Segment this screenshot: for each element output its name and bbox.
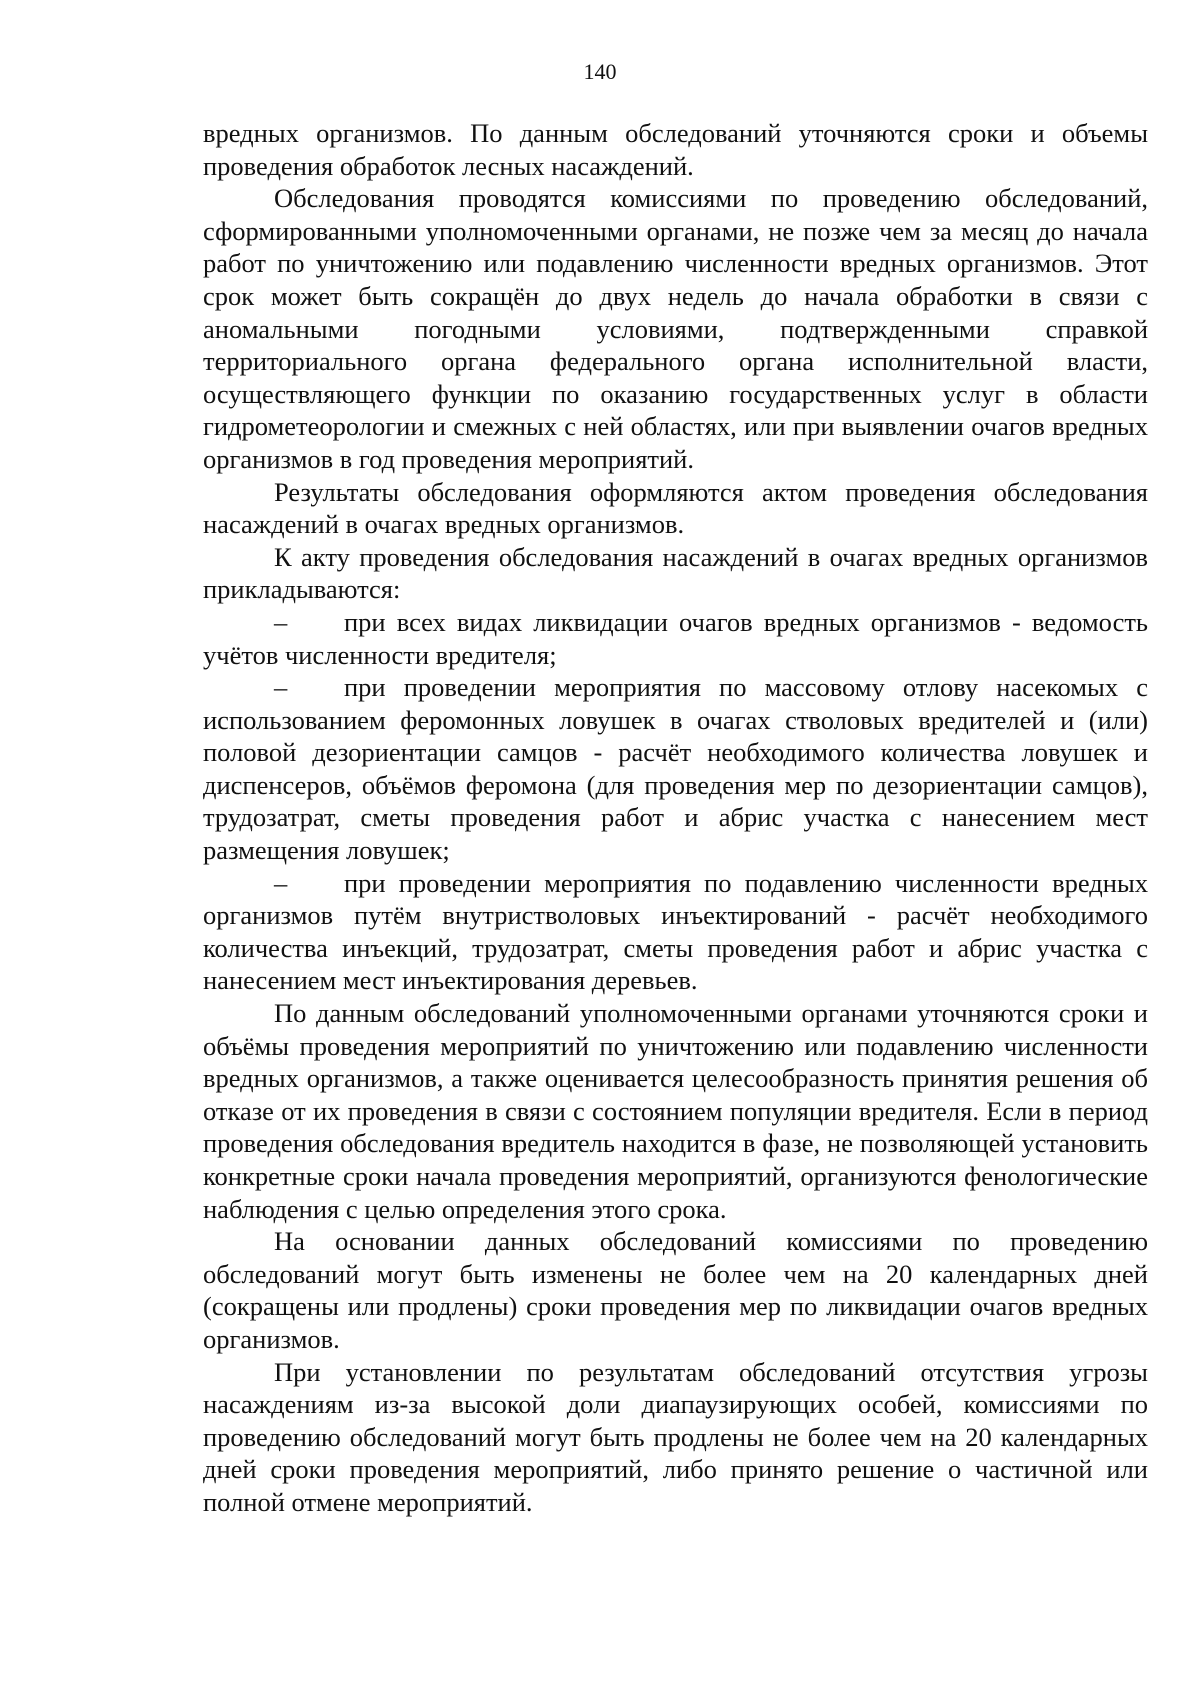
page-number: 140 xyxy=(583,59,617,84)
paragraph-cancellation: При установлении по результатам обследований отсутствия угрозы насаждениям из-за высокой доли диапаузирующих особей, комиссиями по проведению обследований могут быть продлены не более чем на 20 календарных дней сроки проведения мероприятий, либо принято решение о частичной или полной отмене мероприятий. xyxy=(203,1356,1148,1517)
list-item xyxy=(203,867,1148,997)
paragraph-continuation: вредных организмов. По данным обследований уточняются сроки и объемы проведения обработок лесных насаждений. xyxy=(203,118,1148,181)
paragraph-clarification: По данным обследований уполномоченными органами уточняются сроки и объёмы проведения мероприятий по уничтожению или подавлению численности вредных организмов, а также оценивается целесообразность принятия решения об отказе от их проведения в связи с состоянием популяции вредителя. Если в период проведения обследования вредитель находится в фазе, не позволяющей установить конкретные сроки начала проведения мероприятий, организуются фенологические наблюдения с целью определения этого срока. xyxy=(203,998,1148,1224)
list-dash: – xyxy=(274,867,288,898)
list-item-text: при проведении мероприятия по подавлению численности вредных организмов путём внутристволовых инъектирований - расчёт необходимого количества инъекций, трудозатрат, сметы проведения работ и абрис участка с нанесением мест инъектирования деревьев. xyxy=(203,867,1148,996)
list-item xyxy=(203,671,1148,867)
paragraph-surveys: Обследования проводятся комиссиями по проведению обследований, сформированными уполномоченными органами, не позже чем за месяц до начала работ по уничтожению или подавлению численности вредных организмов. Этот срок может быть сокращён до двух недель до начала обработки в связи с аномальными погодными условиями, подтвержденными справкой территориального органа федерального органа исполнительной власти, осуществляющего функции по оказанию государственных услуг в области гидрометеорологии и смежных с ней областях, или при выявлении очагов вредных организмов в год проведения мероприятий. xyxy=(203,183,1148,474)
list-dash: – xyxy=(274,606,288,637)
list-item-text: при всех видах ликвидации очагов вредных организмов - ведомость учётов численности вредителя; xyxy=(203,606,1148,670)
body-text xyxy=(203,117,1148,1519)
list-dash: – xyxy=(274,672,288,703)
paragraph-survey-results: Результаты обследования оформляются актом проведения обследования насаждений в очагах вредных организмов. xyxy=(203,476,1148,540)
list-item xyxy=(203,606,1148,671)
paragraph-attachments-intro: К акту проведения обследования насаждений в очагах вредных организмов прикладываются: xyxy=(203,541,1148,605)
paragraph-date-changes: На основании данных обследований комиссиями по проведению обследований могут быть изменены не более чем на 20 календарных дней (сокращены или продлены) сроки проведения мер по ликвидации очагов вредных организмов. xyxy=(203,1226,1148,1354)
list-item-text: при проведении мероприятия по массовому отлову насекомых с использованием феромонных ловушек в очагах стволовых вредителей и (или) половой дезориентации самцов - расчёт необходимого количества ловушек и диспенсеров, объёмов феромона (для проведения мер по дезориентации самцов), трудозатрат, сметы проведения работ и абрис участка с нанесением мест размещения ловушек; xyxy=(203,672,1148,866)
